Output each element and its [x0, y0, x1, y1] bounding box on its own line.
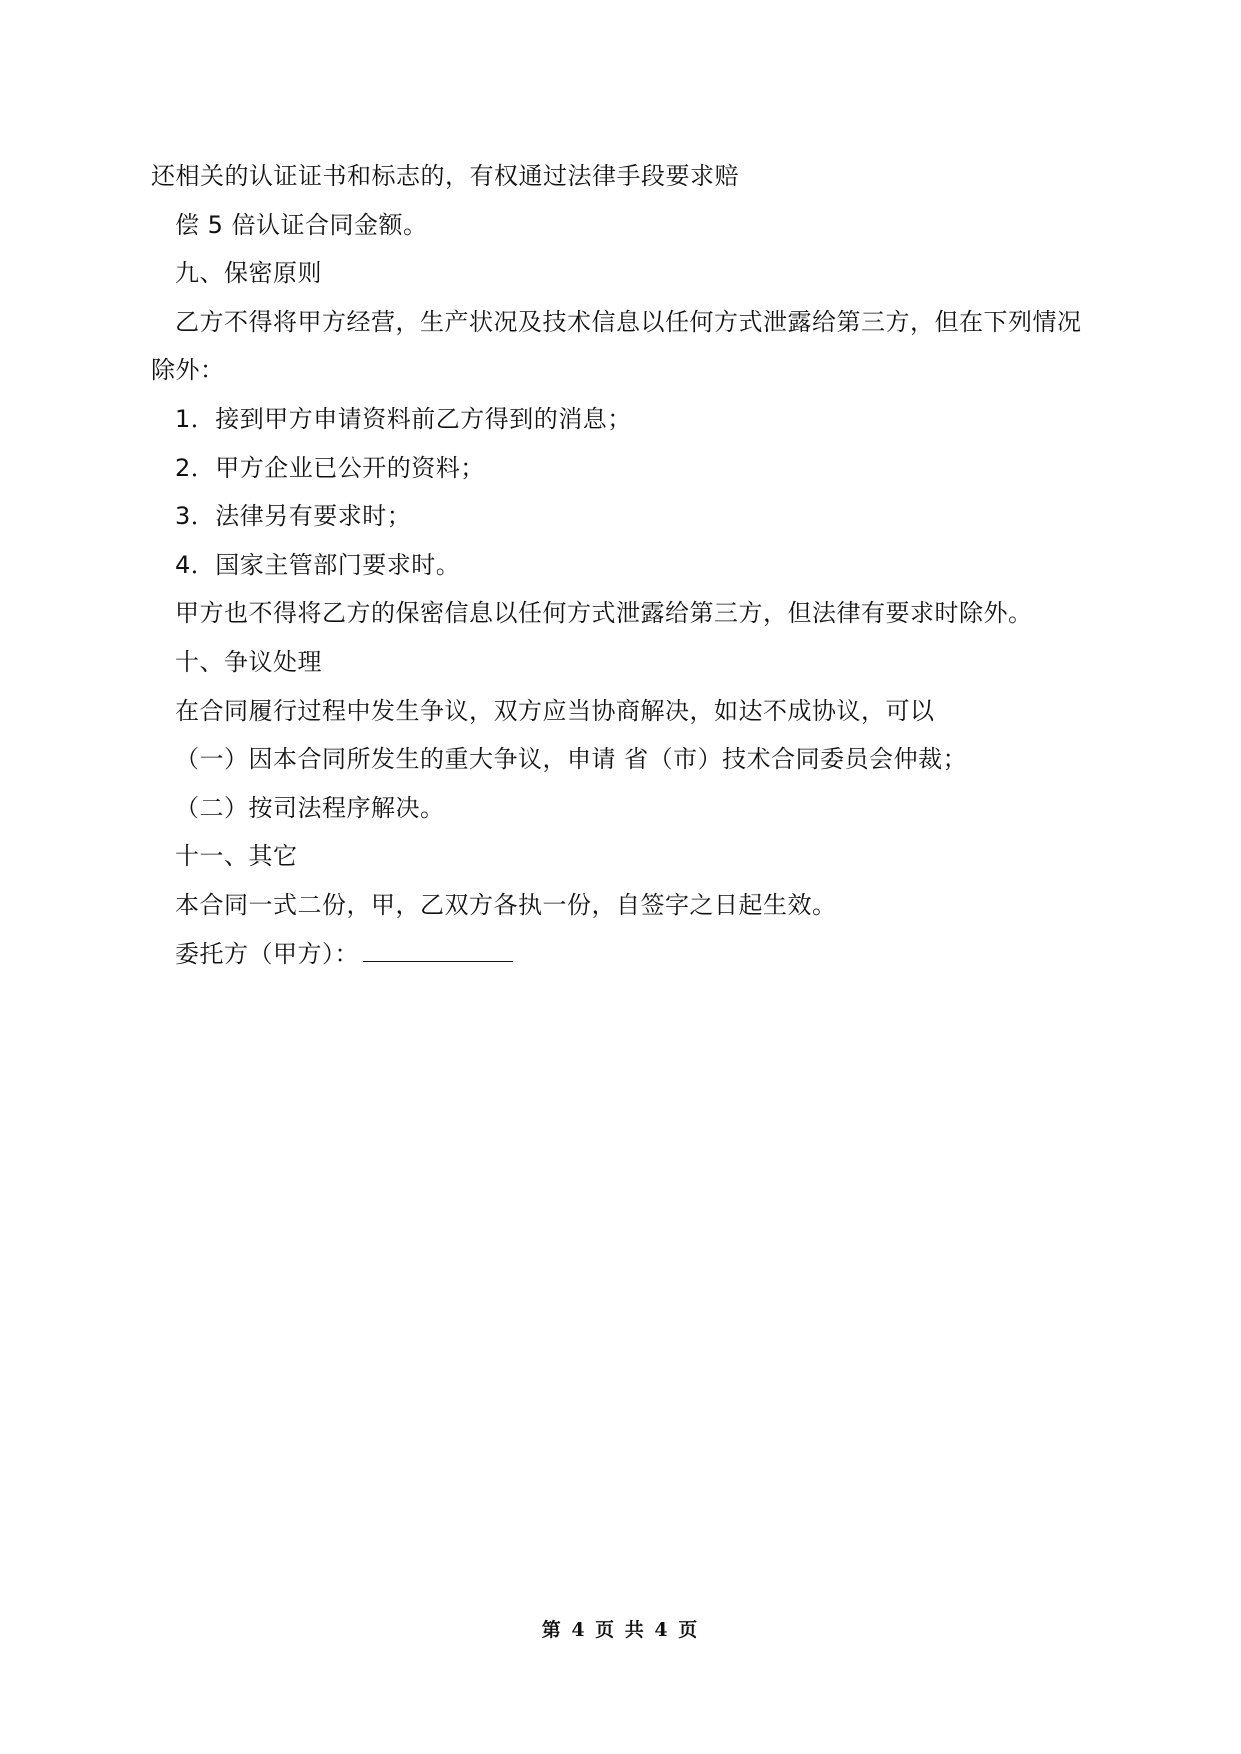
section-heading-confidentiality: 九、保密原则	[175, 259, 322, 288]
list-item-exception-2: 2．甲方企业已公开的资料；	[175, 453, 485, 482]
text-line-compensation-amount: 偿 5 倍认证合同金额。	[175, 210, 428, 239]
text-line-compensation-continued: 还相关的认证证书和标志的，有权通过法律手段要求赔	[151, 162, 739, 190]
signature-line-client	[151, 930, 1091, 979]
text-line-confidentiality-clause: 乙方不得将甲方经营，生产状况及技术信息以任何方式泄露给第三方，但在下列情况	[175, 307, 1082, 336]
text-line-party-a-confidentiality: 甲方也不得将乙方的保密信息以任何方式泄露给第三方，但法律有要求时除外。	[175, 599, 1033, 628]
signature-blank	[363, 939, 513, 962]
list-item-exception-3: 3．法律另有要求时；	[175, 502, 412, 531]
list-item-exception-1: 1．接到甲方申请资料前乙方得到的消息；	[175, 404, 632, 433]
signature-label-client: 委托方（甲方）：	[175, 939, 359, 968]
text-line-dispute-negotiation: 在合同履行过程中发生争议，双方应当协商解决，如达不成协议，可以	[175, 696, 935, 725]
page-number-footer: 第 4 页 共 4 页	[541, 1619, 700, 1641]
list-item-dispute-arbitration: （一）因本合同所发生的重大争议，申请 省（市）技术合同委员会仲裁；	[175, 745, 968, 774]
list-item-dispute-judicial: （二）按司法程序解决。	[175, 793, 445, 822]
section-heading-other: 十一、其它	[175, 842, 298, 871]
section-heading-dispute: 十、争议处理	[175, 647, 322, 676]
text-line-copies-effective: 本合同一式二份，甲，乙双方各执一份，自签字之日起生效。	[175, 890, 837, 919]
list-item-exception-4: 4．国家主管部门要求时。	[175, 550, 461, 579]
document-body	[151, 152, 1091, 978]
text-line-confidentiality-exceptions: 除外：	[151, 356, 225, 385]
